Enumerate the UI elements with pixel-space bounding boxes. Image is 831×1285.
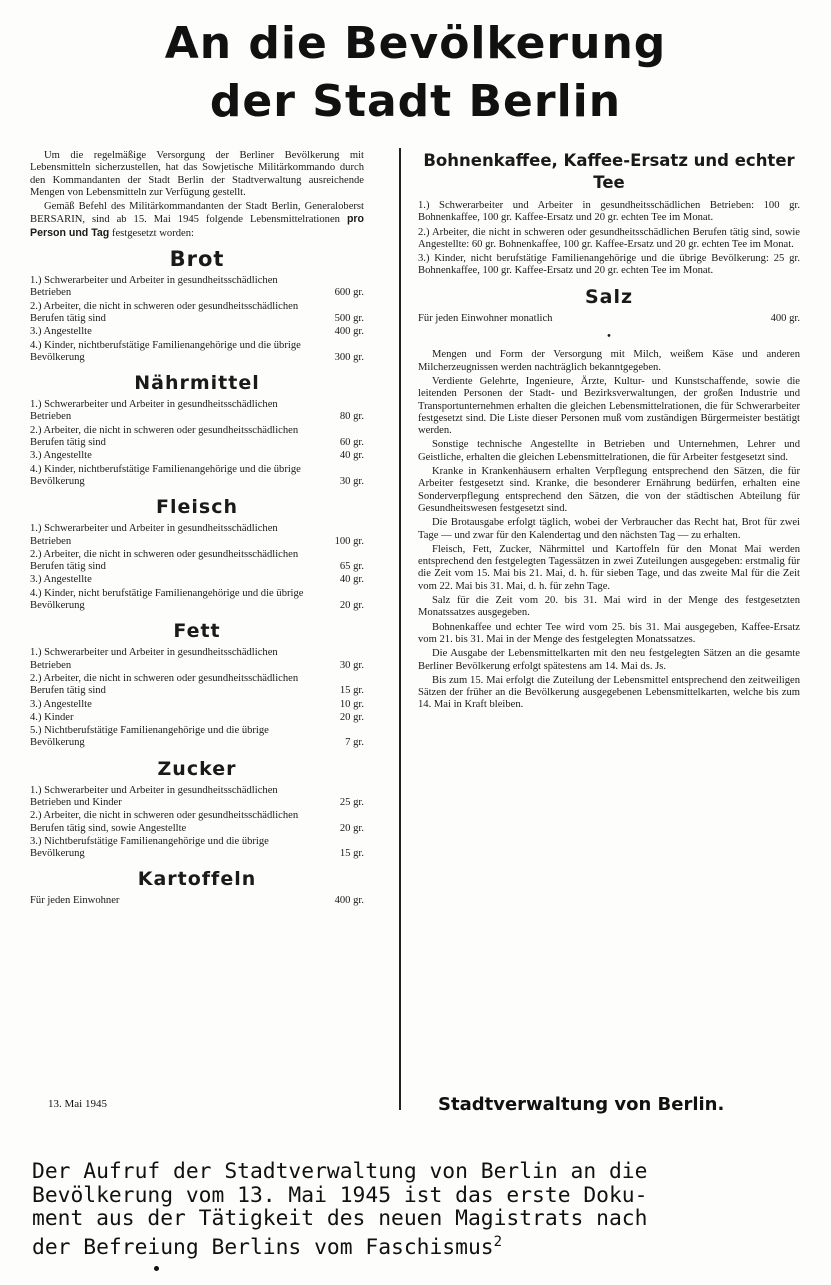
ration-amount: 25 gr. — [339, 796, 364, 808]
notice-paragraph: Bis zum 15. Mai erfolgt die Zuteilung der Lebensmittel entsprechend den zeitweiligen Sätzen der früher an die Bevölkerung ausgegebenen Lebensmittelkarten, welche bis zum 14. Mai in Kraft bleiben. — [418, 674, 800, 711]
intro-paragraph-1: Um die regelmäßige Versorgung der Berliner Bevölkerung mit Lebensmitteln sicherzustellen, hat das Sowjetische Militärkommando durch den Kommandanten der Stadt Berlin der Stadtverwaltung ausreichende Mengen von Lebensmitteln zur Verfügung gestellt. — [30, 150, 364, 198]
ration-amount: 20 gr. — [339, 822, 364, 834]
ration-amount: 40 gr. — [339, 450, 364, 462]
ration-row — [30, 549, 364, 574]
section-title: Brot — [169, 247, 225, 272]
notice-paragraph: Sonstige technische Angestellte in Betrieben und Unternehmen, Lehrer und Geistliche, erhalten die gleichen Lebensmittelrationen, die für Arbeiter festgesetzt sind. — [418, 439, 800, 463]
ration-amount: 30 gr. — [339, 475, 364, 487]
ration-row — [30, 523, 364, 548]
coffee-item: 3.) Kinder, nicht berufstätige Familienangehörige und die übrige Bevölkerung: 25 gr. Bohnenkaffee, 100 gr. Kaffee-Ersatz und 20 gr. echten Tee im Monat. — [418, 253, 800, 277]
bullet-dot: • — [607, 331, 611, 343]
section-title: Fleisch — [156, 496, 238, 519]
ration-amount: 15 gr. — [339, 685, 364, 697]
ration-row — [30, 895, 364, 907]
coffee-list — [418, 200, 800, 278]
coffee-item: 1.) Schwerarbeiter und Arbeiter in gesundheitsschädlichen Betrieben: 100 gr. Bohnenkaffee, 100 gr. Kaffee-Ersatz und 20 gr. echten Tee im Monat. — [418, 200, 800, 224]
ration-row — [30, 647, 364, 672]
ration-amount: 65 gr. — [339, 561, 364, 573]
ration-row — [30, 810, 364, 835]
signature: Stadtverwaltung von Berlin. — [438, 1094, 725, 1115]
coffee-item: 2.) Arbeiter, die nicht in schweren oder gesundheitsschädlichen Berufen tätig sind, sowie Angestellte: 60 gr. Bohnenkaffee, 100 gr. Kaffee-Ersatz und 20 gr. echten Tee im Monat. — [418, 226, 800, 250]
ration-text: 1.) Schwerarbeiter und Arbeiter in gesundheitsschädlichen Betrieben — [30, 523, 278, 547]
ration-text: 2.) Arbeiter, die nicht in schweren oder gesundheitsschädlichen Berufen tätig sind — [30, 548, 299, 573]
ration-sections — [30, 248, 364, 908]
ration-text: 2.) Arbeiter, die nicht in schweren oder gesundheitsschädlichen Berufen tätig sind — [30, 672, 299, 697]
section-title: Fett — [173, 620, 221, 643]
ration-row — [30, 673, 364, 698]
ration-text: 1.) Schwerarbeiter und Arbeiter in gesundheitsschädlichen Betrieben — [30, 399, 278, 423]
ration-amount: 30 gr. — [339, 659, 364, 671]
ration-row — [30, 464, 364, 489]
section-title: Kartoffeln — [137, 868, 257, 891]
caption-line-2: Bevölkerung vom 13. Mai 1945 ist das erste Doku- — [32, 1182, 648, 1208]
ration-amount: 300 gr. — [334, 351, 364, 363]
ration-row — [30, 301, 364, 326]
ration-text: Für jeden Einwohner — [30, 895, 120, 907]
caption-line-1: Der Aufruf der Stadtverwaltung von Berlin an die — [32, 1159, 648, 1184]
right-paragraphs — [418, 349, 800, 711]
ration-row — [30, 588, 364, 613]
caption-line-4: der Befreiung Berlins vom Faschismus — [32, 1234, 494, 1260]
ration-text: 4.) Kinder, nichtberufstätige Familienangehörige und die übrige Bevölkerung — [30, 463, 301, 487]
ration-row — [30, 326, 364, 338]
section-title: Nährmittel — [134, 372, 260, 395]
ration-row — [30, 836, 364, 861]
ration-text: 1.) Schwerarbeiter und Arbeiter in gesundheitsschädlichen Betrieben — [30, 275, 278, 299]
ration-amount: 80 gr. — [339, 411, 364, 423]
notice-paragraph: Die Ausgabe der Lebensmittelkarten mit den neu festgelegten Sätzen an die gesamte Berliner Bevölkerung erfolgt spätestens am 14. Mai ds. Js. — [418, 648, 800, 672]
ration-amount: 100 gr. — [334, 535, 364, 547]
notice-paragraph: Verdiente Gelehrte, Ingenieure, Ärzte, Kultur- und Kunstschaffende, sowie die leitenden Personen der Stadt- und Bezirksverwaltungen, der großen Industrie und Transportunternehmen erhalten die gleichen Lebensmittelrationen, die für Schwerarbeiter festgesetzt sind. Die Liste dieser Personen muß vom zuständigen Bürgermeister bestätigt werden. — [418, 375, 800, 437]
ration-amount: 10 gr. — [339, 698, 364, 710]
ration-text: 4.) Kinder, nicht berufstätige Familienangehörige und die übrige Bevölkerung — [30, 587, 304, 612]
ration-text: 3.) Angestellte — [30, 574, 92, 586]
ration-text: 3.) Angestellte — [30, 326, 92, 338]
ration-row — [30, 275, 364, 300]
ration-text: 1.) Schwerarbeiter und Arbeiter in gesundheitsschädlichen Betrieben — [30, 647, 278, 671]
ration-text: 3.) Angestellte — [30, 698, 92, 710]
ration-amount: 20 gr. — [339, 711, 364, 723]
salt-text: Für jeden Einwohner monatlich — [418, 312, 553, 324]
ration-amount: 600 gr. — [334, 287, 364, 299]
intro-paragraph-2-text: Gemäß Befehl des Militärkommandanten der Stadt Berlin, Generaloberst BERSARIN, sind ab 15. Mai 1945 folgende Lebensmittelrationen — [30, 201, 364, 226]
ration-row — [30, 340, 364, 365]
ration-row — [30, 425, 364, 450]
ration-amount: 15 gr. — [339, 848, 364, 860]
ration-amount: 7 gr. — [345, 737, 364, 749]
ration-text: 4.) Kinder — [30, 711, 74, 723]
caption-footnote: 2 — [493, 1233, 503, 1250]
notice-paragraph: Kranke in Krankenhäusern erhalten Verpflegung entsprechend den Sätzen, die für Arbeiter festgesetzt sind. Kranke, die besonderer Ernährung bedürfen, erhalten eine Sonderverpflegung entsprechend den Sätzen, die von der städtischen Abteilung für Gesundheitswesen festgesetzt sind. — [418, 466, 800, 514]
salt-row — [418, 313, 800, 325]
ration-row — [30, 574, 364, 586]
salt-amount: 400 gr. — [770, 312, 800, 324]
ration-text: 2.) Arbeiter, die nicht in schweren oder gesundheitsschädlichen Berufen tätig sind, sowie Angestellte — [30, 810, 299, 834]
caption — [32, 1160, 812, 1259]
ration-row — [30, 712, 364, 724]
ration-text: 4.) Kinder, nichtberufstätige Familienangehörige und die übrige Bevölkerung — [30, 339, 301, 363]
column-divider — [399, 148, 401, 1110]
ration-amount: 400 gr. — [334, 895, 364, 907]
ink-dot — [154, 1266, 159, 1271]
ration-text: 3.) Angestellte — [30, 450, 92, 462]
ration-text: 3.) Nichtberufstätige Familienangehörige und die übrige Bevölkerung — [30, 835, 269, 860]
coffee-heading: Bohnenkaffee, Kaffee-Ersatz und echter Tee — [423, 151, 795, 192]
right-column — [418, 150, 800, 714]
ration-text: 2.) Arbeiter, die nicht in schweren oder gesundheitsschädlichen Berufen tätig sind — [30, 424, 299, 449]
ration-amount: 60 gr. — [339, 437, 364, 449]
ration-text: 1.) Schwerarbeiter und Arbeiter in gesundheitsschädlichen Betrieben und Kinder — [30, 784, 278, 808]
ration-amount: 500 gr. — [334, 312, 364, 324]
notice-paragraph: Bohnenkaffee und echter Tee wird vom 25. bis 31. Mai ausgegeben, Kaffee-Ersatz vom 21. bis 31. Mai in der Menge des festgelegten Monatssatzes. — [418, 621, 800, 645]
ration-row — [30, 785, 364, 810]
ration-text: 5.) Nichtberufstätige Familienangehörige und die übrige Bevölkerung — [30, 725, 269, 749]
notice-paragraph: Fleisch, Fett, Zucker, Nährmittel und Kartoffeln für den Monat Mai werden entsprechend den festgelegten Tagessätzen in zwei Zuteilungen ausgegeben: erstmalig für die Zeit vom 15. Mai bis 21. Mai, d. h. für sieben Tage, und das zweite Mal für die Zeit vom 22. Mai bis 31. Mai, d. h. für zehn Tage. — [418, 543, 800, 592]
notice-paragraph: Die Brotausgabe erfolgt täglich, wobei der Verbraucher das Recht hat, Brot für zwei Tage — und zwar für den Kalendertag und den nächsten Tag — zu erhalten. — [418, 517, 800, 541]
headline-line-2: der Stadt Berlin — [209, 76, 622, 127]
left-column — [30, 150, 364, 909]
ration-amount: 20 gr. — [339, 600, 364, 612]
notice-paragraph: Salz für die Zeit vom 20. bis 31. Mai wird in der Menge des festgesetzten Monatssatzes ausgegeben. — [418, 595, 800, 619]
ration-amount: 400 gr. — [334, 326, 364, 338]
intro-paragraph-2-end: festgesetzt worden: — [111, 227, 194, 239]
notice-paragraph: Mengen und Form der Versorgung mit Milch, weißem Käse und anderen Milcherzeugnissen werden nachträglich bekanntgegeben. — [418, 349, 800, 373]
ration-amount: 40 gr. — [339, 574, 364, 586]
issue-date: 13. Mai 1945 — [48, 1098, 107, 1110]
section-title: Zucker — [157, 757, 237, 780]
caption-line-3: ment aus der Tätigkeit des neuen Magistrats nach — [32, 1206, 648, 1231]
intro-paragraph-2-bold: pro Person und Tag — [30, 213, 365, 239]
ration-row — [30, 399, 364, 424]
intro-paragraph-2 — [30, 201, 364, 240]
ration-row — [30, 450, 364, 462]
salt-title: Salz — [584, 285, 634, 308]
headline-line-1: An die Bevölkerung — [164, 18, 667, 69]
ration-row — [30, 699, 364, 711]
ration-row — [30, 725, 364, 750]
ration-text: 2.) Arbeiter, die nicht in schweren oder gesundheitsschädlichen Berufen tätig sind — [30, 300, 299, 324]
